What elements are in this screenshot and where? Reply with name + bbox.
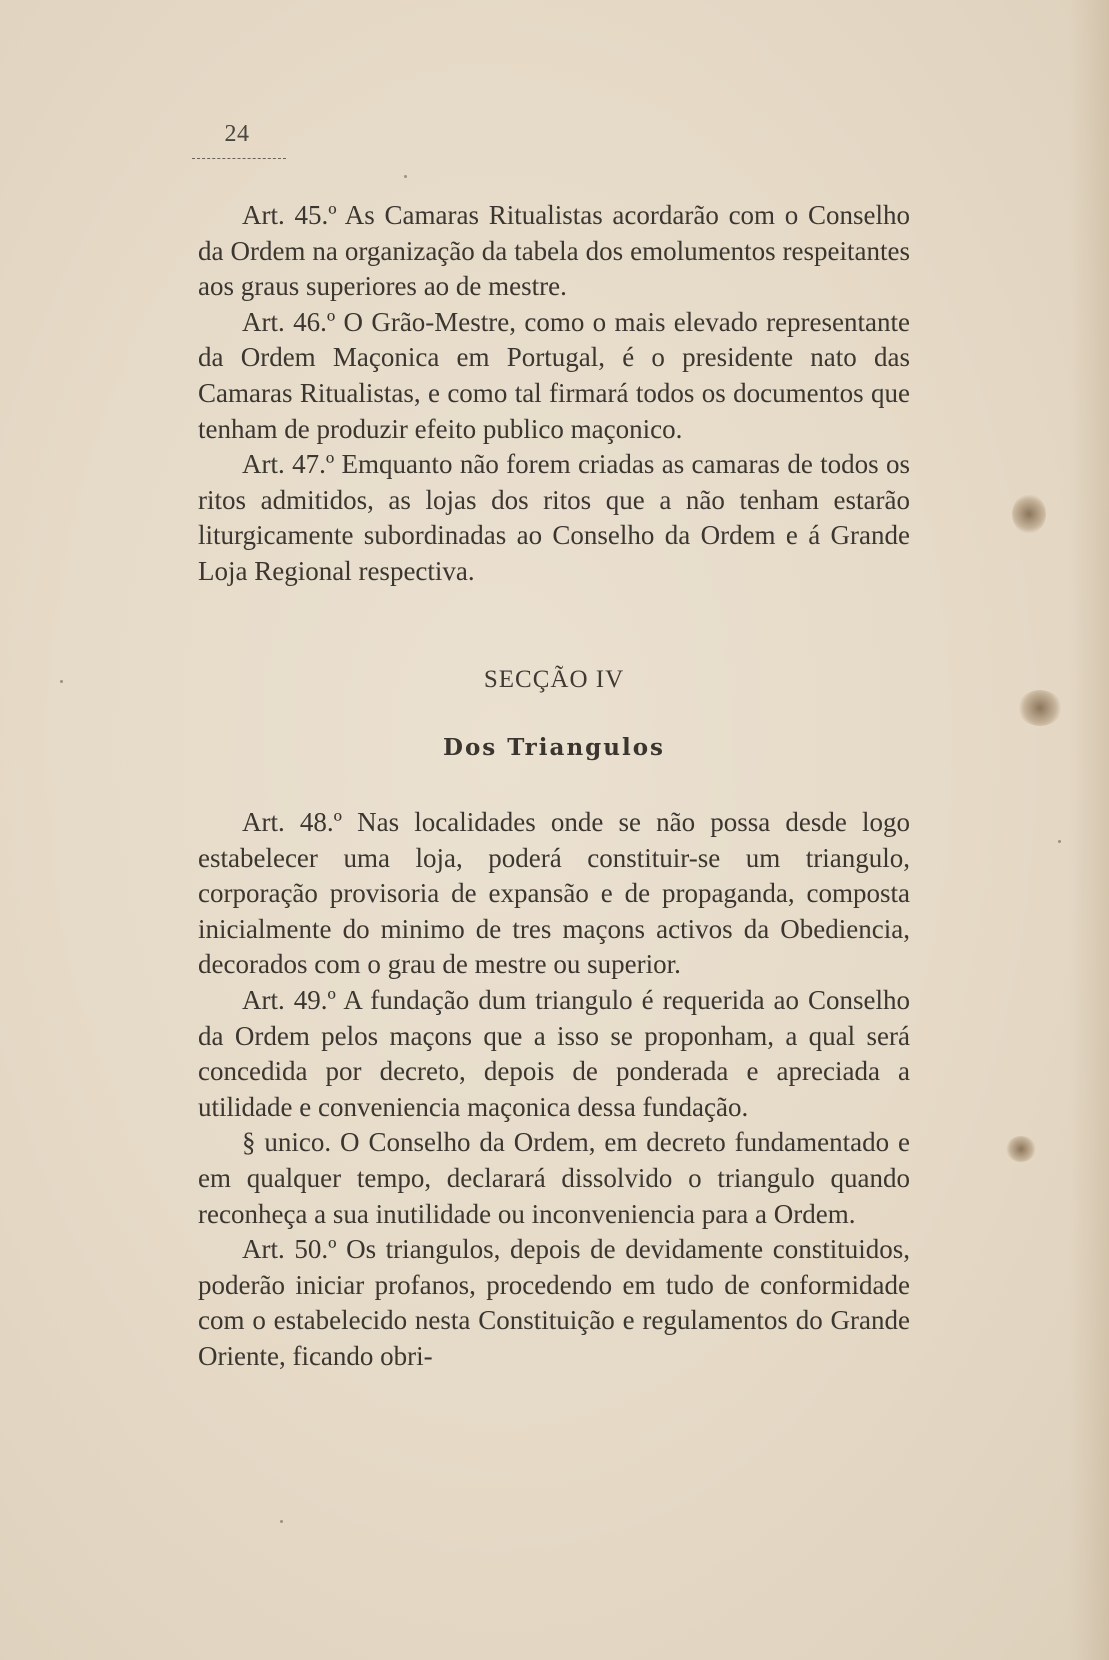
paper-speck [60,680,63,683]
paragraph-art-48: Art. 48.º Nas localidades onde se não possa desde logo estabelecer uma loja, poderá constituir-se um triangulo, corporação provisoria de expansão e de propaganda, composta inicialmente do minimo de tres maçons activos da Obediencia, decorados com o grau de mestre ou superior. [198,807,910,980]
paper-speck [280,1520,283,1523]
paragraph-art-49: Art. 49.º A fundação dum triangulo é requerida ao Conselho da Ordem pelos maçons que a isso se proponham, a qual será concedida por decreto, depois de ponderada e apreciada a utilidade e conveniencia maçonica dessa fundação. [198,984,910,1122]
paragraph-art-45: Art. 45.º As Camaras Ritualistas acordarão com o Conselho da Ordem na organização da tabela dos emolumentos respeitantes aos graus superiores ao de mestre. [198,200,910,302]
page-edge-shadow [1069,0,1109,1660]
page-number: 24 [224,121,250,147]
paragraph-art-46: Art. 46.º O Grão-Mestre, como o mais elevado representante da Ordem Maçonica em Portugal, é o presidente nato das Camaras Ritualistas, e como tal firmará todos os documentos que tenham de produzir efeito publico maçonico. [198,306,910,444]
text-block-bottom [198,805,910,1375]
paper-stain [1006,1136,1036,1162]
paragraph-art-47: Art. 47.º Emquanto não forem criadas as camaras de todos os ritos admitidos, as lojas dos ritos que a não tenham estarão liturgicamente subordinadas ao Conselho da Ordem e á Grande Loja Regional respectiva. [198,449,910,586]
paragraph-art-50: Art. 50.º Os triangulos, depois de devidamente constituidos, poderão iniciar profanos, procedendo em tudo de conformidade com o estabelecido nesta Constituição e regulamentos do Grande Oriente, ficando obri- [198,1234,910,1371]
page-number-rule [192,158,286,159]
paper-speck [1058,840,1061,843]
paper-stain [1012,494,1046,534]
section-subtitle: Dos Triangulos [443,734,665,761]
section-title: SECÇÃO IV [483,666,625,693]
paragraph-section-unico: § unico. O Conselho da Ordem, em decreto fundamentado e em qualquer tempo, declarará dissolvido o triangulo quando reconheça a sua inutilidade ou inconveniencia para a Ordem. [198,1127,910,1229]
text-block-top [198,198,910,590]
paper-stain [1018,690,1062,726]
paper-speck [404,175,407,178]
